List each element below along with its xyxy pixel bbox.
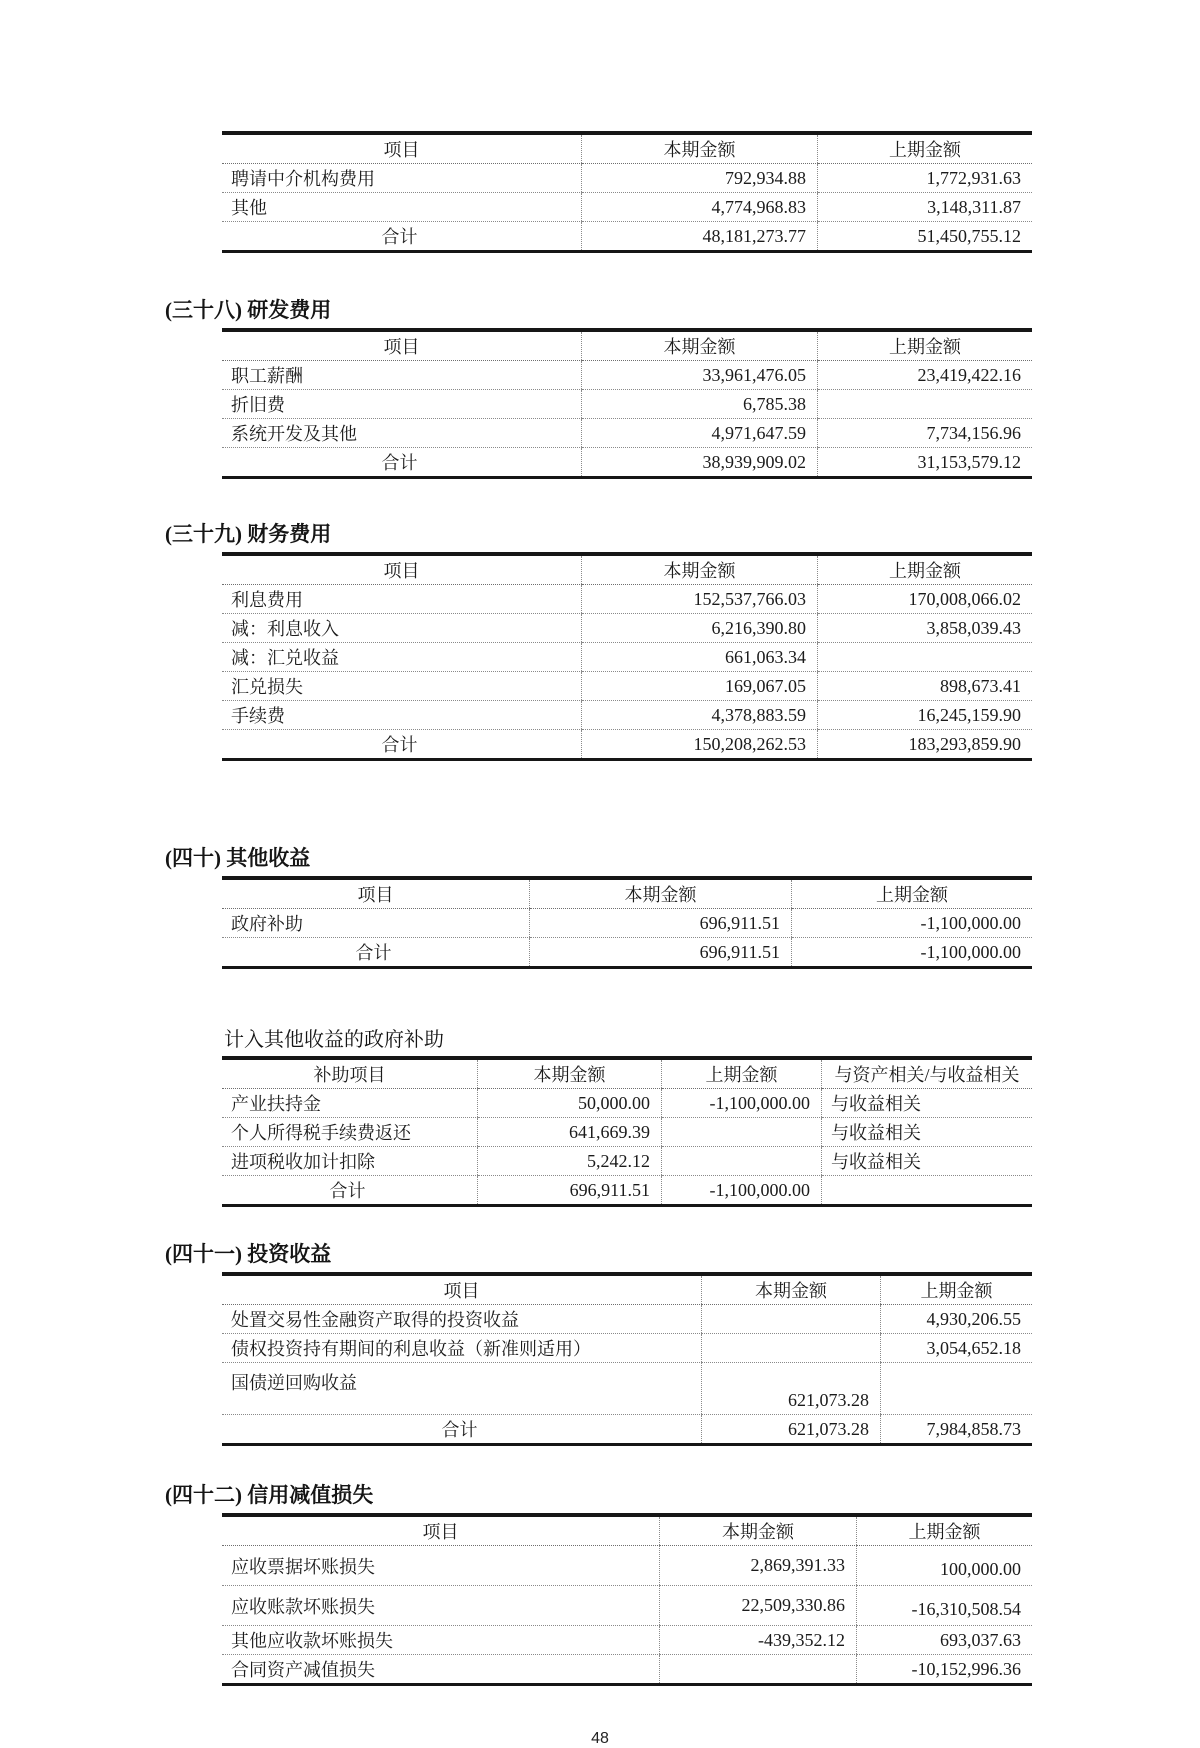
page-number: 48: [591, 1730, 609, 1747]
column-header: 本期金额: [582, 554, 818, 585]
amount-cell: -1,100,000.00: [662, 1176, 822, 1206]
item-label-cell: 个人所得税手续费返还: [222, 1118, 478, 1147]
credit-impairment-losses-title: (四十二) 信用减值损失: [165, 1483, 374, 1507]
credit-impairment-losses-section: [0, 1482, 1200, 1686]
column-header: 上期金额: [818, 133, 1033, 164]
item-label-cell: 应收票据坏账损失: [222, 1546, 660, 1586]
column-header: 项目: [222, 133, 582, 164]
table-row: [222, 1334, 1032, 1363]
amount-cell: 38,939,909.02: [582, 448, 818, 478]
expense-table-continued-section: [0, 0, 1200, 253]
item-label-cell: 减：汇兑收益: [222, 643, 582, 672]
item-label-cell: 国债逆回购收益: [222, 1363, 702, 1415]
table-row: [222, 1147, 1032, 1176]
item-label-cell: 其他: [222, 193, 582, 222]
amount-cell: 48,181,273.77: [582, 222, 818, 252]
rd-expenses-table: [222, 328, 1032, 479]
other-income-section: [0, 845, 1200, 969]
amount-cell: [818, 390, 1033, 419]
item-label-cell: 合计: [329, 1181, 366, 1201]
item-label-cell: 进项税收加计扣除: [222, 1147, 478, 1176]
table-row: [222, 1089, 1032, 1118]
amount-cell: 792,934.88: [582, 164, 818, 193]
amount-cell: 152,537,766.03: [582, 585, 818, 614]
item-label-cell: 处置交易性金融资产取得的投资收益: [222, 1305, 702, 1334]
table-row: [222, 390, 1032, 419]
table-row: [222, 1118, 1032, 1147]
amount-cell: 4,971,647.59: [582, 419, 818, 448]
amount-cell: 4,930,206.55: [881, 1305, 1033, 1334]
amount-cell: 7,734,156.96: [818, 419, 1033, 448]
table-row: [222, 419, 1032, 448]
column-header: 上期金额: [818, 330, 1033, 361]
item-label-cell: 应收账款坏账损失: [222, 1586, 660, 1626]
financial-expenses-table: [222, 552, 1032, 761]
related-type-cell: 与收益相关: [822, 1118, 1033, 1147]
total-row: [222, 222, 1032, 252]
table-row: [222, 1546, 1032, 1586]
amount-cell: 621,073.28: [702, 1415, 881, 1445]
amount-cell: 696,911.51: [530, 909, 792, 938]
column-header: 上期金额: [881, 1274, 1033, 1305]
amount-cell: 3,858,039.43: [818, 614, 1033, 643]
amount-cell: 33,961,476.05: [582, 361, 818, 390]
amount-cell: 16,245,159.90: [818, 701, 1033, 730]
amount-cell: -16,310,508.54: [857, 1586, 1033, 1626]
amount-cell: 183,293,859.90: [818, 730, 1033, 760]
amount-cell: -10,152,996.36: [857, 1655, 1033, 1685]
item-label-cell: 职工薪酬: [222, 361, 582, 390]
amount-cell: 100,000.00: [857, 1546, 1033, 1586]
amount-cell: 4,774,968.83: [582, 193, 818, 222]
item-label-cell: 合计: [381, 227, 418, 247]
table-row: [222, 193, 1032, 222]
amount-cell: 898,673.41: [818, 672, 1033, 701]
column-header: 上期金额: [818, 554, 1033, 585]
item-label-cell: 其他应收款坏账损失: [222, 1626, 660, 1655]
item-label-cell: 合同资产减值损失: [231, 1660, 375, 1680]
amount-cell: [818, 643, 1033, 672]
amount-cell: 6,785.38: [582, 390, 818, 419]
rd-expenses-section: [0, 297, 1200, 479]
item-label-cell: 政府补助: [222, 909, 530, 938]
amount-cell: 696,911.51: [478, 1176, 662, 1206]
investment-income-table: [222, 1272, 1032, 1446]
item-label-cell: 合计: [381, 735, 418, 755]
amount-cell: 696,911.51: [530, 938, 792, 968]
column-header: 上期金额: [792, 878, 1033, 909]
table-row: [222, 614, 1032, 643]
amount-cell: 693,037.63: [857, 1626, 1033, 1655]
table-row: [222, 643, 1032, 672]
column-header: 补助项目: [222, 1058, 478, 1089]
amount-cell: 50,000.00: [478, 1089, 662, 1118]
column-header: 项目: [222, 330, 582, 361]
column-header: 上期金额: [857, 1515, 1033, 1546]
column-header: 与资产相关/与收益相关: [822, 1058, 1033, 1089]
financial-expenses-title: (三十九) 财务费用: [165, 522, 332, 546]
amount-cell: [662, 1118, 822, 1147]
item-label-cell: 债权投资持有期间的利息收益（新准则适用）: [222, 1334, 702, 1363]
amount-cell: -1,100,000.00: [792, 938, 1033, 968]
amount-cell: 150,208,262.53: [582, 730, 818, 760]
total-row: [222, 730, 1032, 760]
table-row: [222, 1626, 1032, 1655]
total-row: [222, 1415, 1032, 1445]
column-header: 本期金额: [530, 878, 792, 909]
amount-cell: 1,772,931.63: [818, 164, 1033, 193]
other-income-title: (四十) 其他收益: [165, 846, 311, 870]
rd-expenses-title: (三十八) 研发费用: [165, 298, 332, 322]
amount-cell: 51,450,755.12: [818, 222, 1033, 252]
item-label-cell: 产业扶持金: [222, 1089, 478, 1118]
table-row: [222, 361, 1032, 390]
header-row: [222, 1058, 1032, 1089]
amount-cell: [702, 1305, 881, 1334]
item-label-cell: 手续费: [222, 701, 582, 730]
investment-income-section: [0, 1241, 1200, 1446]
amount-cell: 7,984,858.73: [881, 1415, 1033, 1445]
column-header: 项目: [222, 878, 530, 909]
table-row: [222, 585, 1032, 614]
amount-cell: [881, 1363, 1033, 1415]
item-label-cell: 减：利息收入: [222, 614, 582, 643]
table-row: [222, 701, 1032, 730]
table-row: [222, 1655, 1032, 1685]
column-header: 项目: [222, 554, 582, 585]
table-row: [222, 164, 1032, 193]
investment-income-title: (四十一) 投资收益: [165, 1242, 332, 1266]
item-label-cell: 利息费用: [222, 585, 582, 614]
government-subsidies-table: [222, 1056, 1032, 1207]
header-row: [222, 1274, 1032, 1305]
amount-cell: 3,148,311.87: [818, 193, 1033, 222]
related-type-cell: 与收益相关: [822, 1089, 1033, 1118]
amount-cell: -439,352.12: [660, 1626, 857, 1655]
table-row: [222, 1586, 1032, 1626]
amount-cell: [662, 1147, 822, 1176]
table-row: [222, 1305, 1032, 1334]
amount-cell: -1,100,000.00: [662, 1089, 822, 1118]
amount-cell: 6,216,390.80: [582, 614, 818, 643]
column-header: 项目: [222, 1274, 702, 1305]
amount-cell: [702, 1334, 881, 1363]
amount-cell: 2,869,391.33: [660, 1546, 857, 1586]
header-row: [222, 554, 1032, 585]
column-header: 本期金额: [582, 133, 818, 164]
header-row: [222, 133, 1032, 164]
amount-cell: 661,063.34: [582, 643, 818, 672]
amount-cell: -1,100,000.00: [792, 909, 1033, 938]
government-subsidies-title: 计入其他收益的政府补助: [224, 1029, 444, 1051]
total-row: [222, 1176, 1032, 1206]
column-header: 上期金额: [662, 1058, 822, 1089]
related-type-cell: [822, 1176, 1033, 1206]
item-label-cell: 汇兑损失: [222, 672, 582, 701]
amount-cell: 23,419,422.16: [818, 361, 1033, 390]
amount-cell: 641,669.39: [478, 1118, 662, 1147]
item-label-cell: 聘请中介机构费用: [222, 164, 582, 193]
related-type-cell: 与收益相关: [822, 1147, 1033, 1176]
header-row: [222, 330, 1032, 361]
column-header: 本期金额: [478, 1058, 662, 1089]
amount-cell: 31,153,579.12: [818, 448, 1033, 478]
item-label-cell: 系统开发及其他: [222, 419, 582, 448]
column-header: 本期金额: [582, 330, 818, 361]
government-subsidies-section: [0, 1027, 1200, 1207]
header-row: [222, 1515, 1032, 1546]
amount-cell: 170,008,066.02: [818, 585, 1033, 614]
table-row: [222, 672, 1032, 701]
item-label-cell: 合计: [355, 943, 392, 963]
total-row: [222, 938, 1032, 968]
item-label-cell: 合计: [381, 453, 418, 473]
header-row: [222, 878, 1032, 909]
amount-cell: [660, 1655, 857, 1685]
credit-impairment-losses-table: [222, 1513, 1032, 1686]
amount-cell: 5,242.12: [478, 1147, 662, 1176]
item-label-cell: 折旧费: [222, 390, 582, 419]
amount-cell: 169,067.05: [582, 672, 818, 701]
table-row: [222, 1363, 1032, 1415]
amount-cell: 621,073.28: [702, 1363, 881, 1415]
amount-cell: 3,054,652.18: [881, 1334, 1033, 1363]
total-row: [222, 448, 1032, 478]
table-row: [222, 909, 1032, 938]
other-income-table: [222, 876, 1032, 969]
column-header: 项目: [222, 1515, 660, 1546]
column-header: 本期金额: [702, 1274, 881, 1305]
item-label-cell: 合计: [441, 1420, 478, 1440]
financial-expenses-section: [0, 521, 1200, 761]
expense-table-continued-table: [222, 131, 1032, 253]
column-header: 本期金额: [660, 1515, 857, 1546]
amount-cell: 22,509,330.86: [660, 1586, 857, 1626]
amount-cell: 4,378,883.59: [582, 701, 818, 730]
